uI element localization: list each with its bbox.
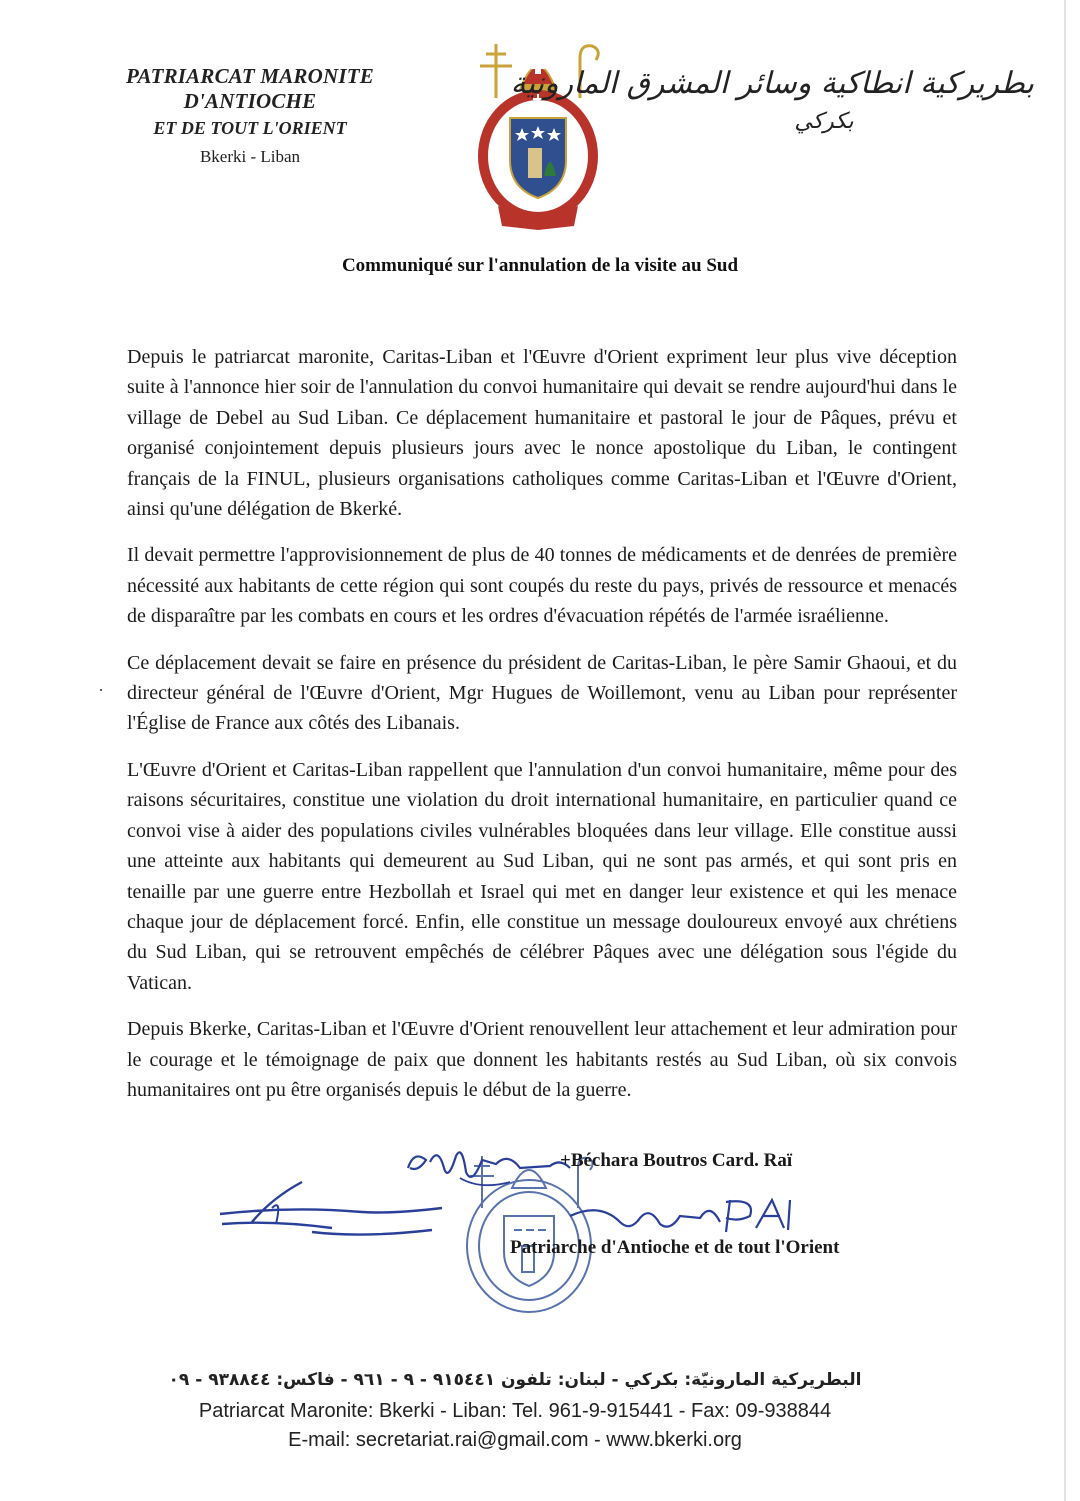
document-title: Communiqué sur l'annulation de la visite au Sud — [341, 255, 739, 276]
header-ar-line1: بطريركية انطاكية وسائر المشرق المارونية — [510, 66, 1034, 101]
header-fr-line2: ET DE TOUT L'ORIENT — [153, 118, 347, 138]
header-fr-line3: Bkerki - Liban — [199, 147, 301, 166]
paragraph-4: L'Œuvre d'Orient et Caritas-Liban rappellent que l'annulation d'un convoi humanitaire, même pour des raisons sécuritaires, constitue une violation du droit international humanitaire, en particulier quand ce convoi vise à aider des populations civiles vulnérables bloquées dans leur village. Elle constitue aussi une atteinte aux habitants qui demeurent au Sud Liban, qui ne sont pas armés, et qui sont pris en tenaille par une guerre entre Hezbollah et Israel qui met en danger leur existence et qui les menace chaque jour de déplacement forcé. Enfin, elle constitue un message douloureux envoyé aux chrétiens du Sud Liban, qui se retrouvent empêchés de célébrer Pâques avec une délégation sous l'égide du Vatican. — [127, 758, 957, 994]
paragraph-5: Depuis Bkerke, Caritas-Liban et l'Œuvre d'Orient renouvellent leur attachement et leur admiration pour le courage et le témoignage de paix que donnent les habitants restés au Sud Liban, où six convois humanitaires ont pu être organisés depuis le début de la guerre. — [127, 1018, 957, 1101]
footer-email-web: E-mail: secretariat.rai@gmail.com - www.bkerki.org — [288, 1429, 742, 1451]
header-arabic — [510, 66, 1034, 134]
signature-scribble-2-icon — [212, 1178, 452, 1248]
footer — [150, 1370, 880, 1452]
paragraph-2: Il devait permettre l'approvisionnement de plus de 40 tonnes de médicaments et de denrées de première nécessité aux habitants de cette région qui sont coupés du reste du pays, privés de ressource et menacés de disparaître par les combats en cours et les ordres d'évacuation répétés de l'armée israélienne. — [127, 544, 957, 628]
margin-dot: · — [98, 680, 104, 700]
header-ar-line2: بكركي — [794, 109, 854, 134]
header-fr-line1: PATRIARCAT MARONITE D'ANTIOCHE — [126, 64, 374, 113]
paragraph-3: Ce déplacement devait se faire en présence du président de Caritas-Liban, le père Samir Ghaoui, et du directeur général de l'Œuvre d'Orient, Mgr Hugues de Woillemont, venu au Liban pour représenter l'Église de France aux côtés des Libanais. — [127, 651, 957, 735]
signatory-name: +Béchara Boutros Card. Raï — [560, 1150, 793, 1171]
footer-arabic: البطريركية المارونيّة: بكركي - لبنان: تلفون ٩١٥٤٤١ - ٩ - ٩٦١ - فاكس: ٩٣٨٨٤٤ - ٠٩ — [168, 1370, 862, 1390]
scan-edge-line — [1064, 0, 1066, 1501]
header-french — [60, 64, 440, 167]
communique-body — [127, 342, 957, 1121]
footer-contact: Patriarcat Maronite: Bkerki - Liban: Tel. 961-9-915441 - Fax: 09-938844 — [198, 1400, 832, 1422]
signatory-title: Patriarche d'Antioche et de tout l'Orient — [510, 1237, 840, 1258]
paragraph-1: Depuis le patriarcat maronite, Caritas-Liban et l'Œuvre d'Orient expriment leur plus vive déception suite à l'annonce hier soir de l'annulation du convoi humanitaire qui devait se rendre aujourd'hui dans le village de Debel au Sud Liban. Ce déplacement humanitaire et pastoral le jour de Pâques, prévu et organisé conjointement depuis plusieurs jours avec le nonce apostolique du Liban, le contingent français de la FINUL, plusieurs organisations catholiques comme Caritas-Liban et l'Œuvre d'Orient, ainsi qu'une délégation de Bkerké. — [127, 346, 957, 521]
